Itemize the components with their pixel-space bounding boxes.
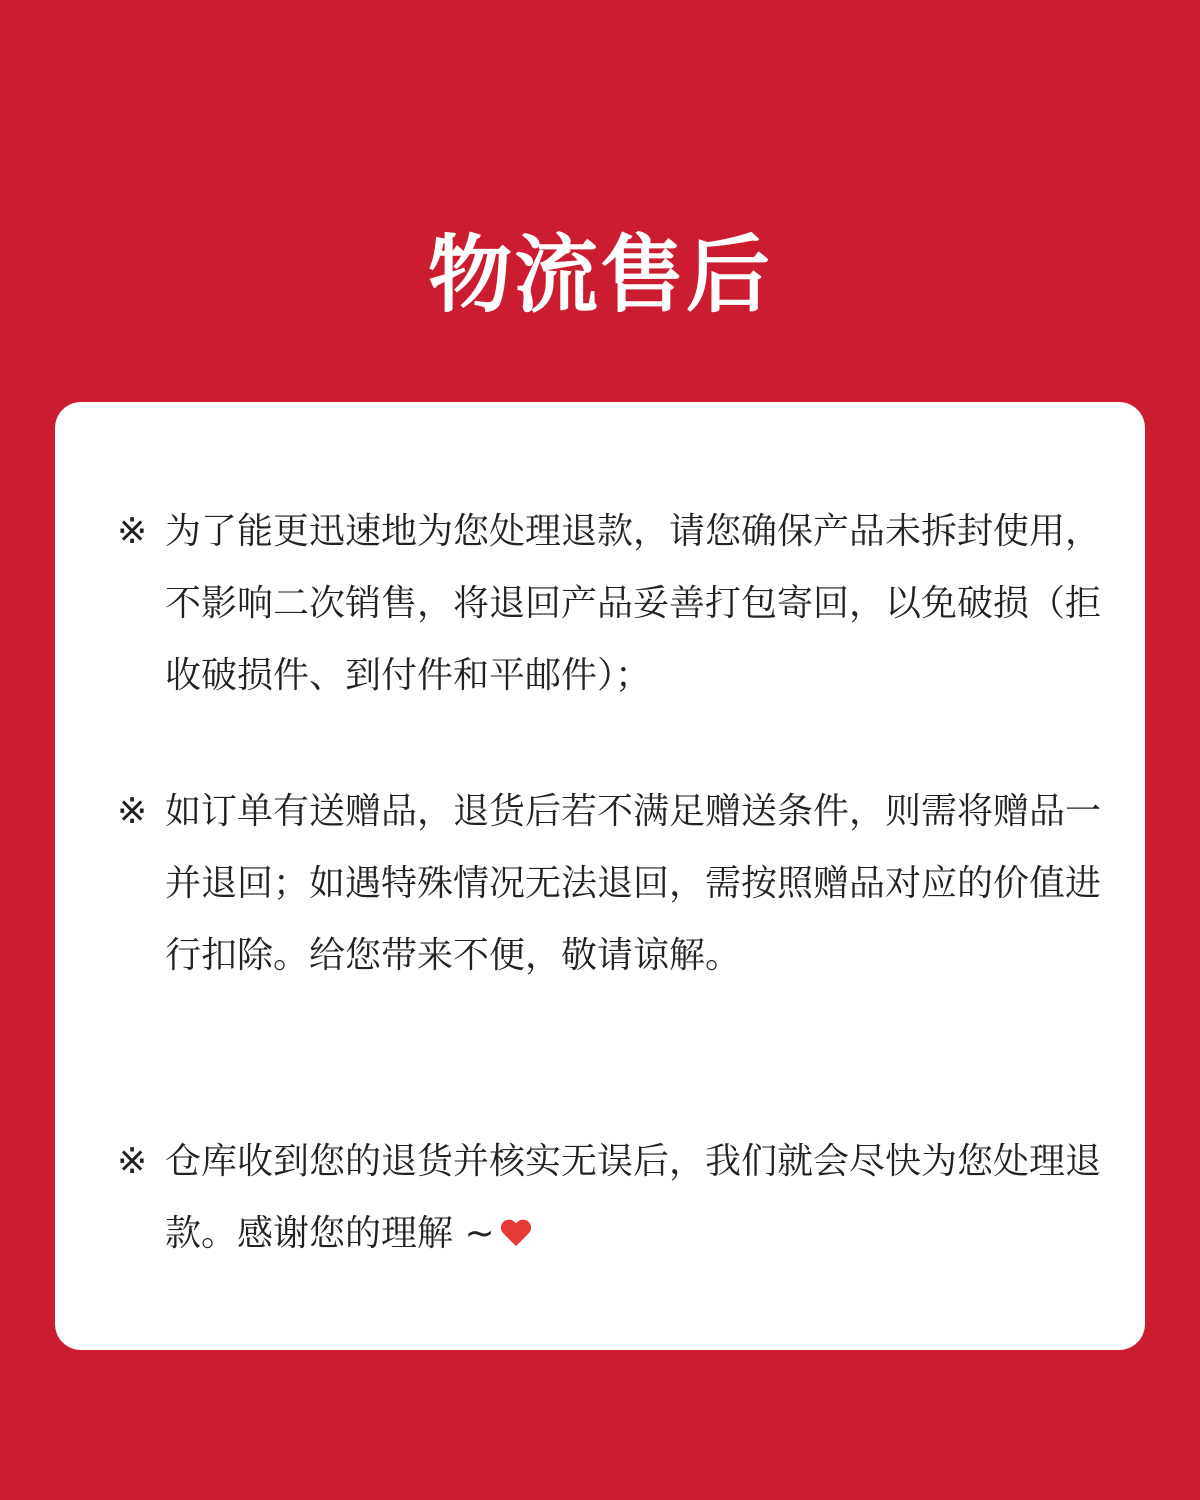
note-text: 为了能更迅速地为您处理退款，请您确保产品未拆封使用，不影响二次销售，将退回产品妥善打包寄回，以免破损（拒收破损件、到付件和平邮件）；: [165, 511, 1102, 696]
note-refund-packaging: [117, 496, 1107, 712]
heart-icon: [501, 1220, 531, 1248]
note-gift-return: [117, 776, 1107, 992]
note-text: 如订单有送赠品，退货后若不满足赠送条件，则需将赠品一并退回；如遇特殊情况无法退回，需按照赠品对应的价值进行扣除。给您带来不便，敬请谅解。: [165, 791, 1102, 976]
info-card: [55, 402, 1145, 1350]
reference-mark: ※: [117, 1141, 148, 1182]
note-refund-processing: [117, 1126, 1107, 1270]
reference-mark: ※: [117, 791, 148, 832]
reference-mark: ※: [117, 511, 148, 552]
note-text: [165, 1126, 1107, 1270]
page-title: 物流售后: [427, 226, 772, 324]
note-text-content: 仓库收到您的退货并核实无误后，我们就会尽快为您处理退款。感谢您的理解 ~: [165, 1141, 1102, 1254]
